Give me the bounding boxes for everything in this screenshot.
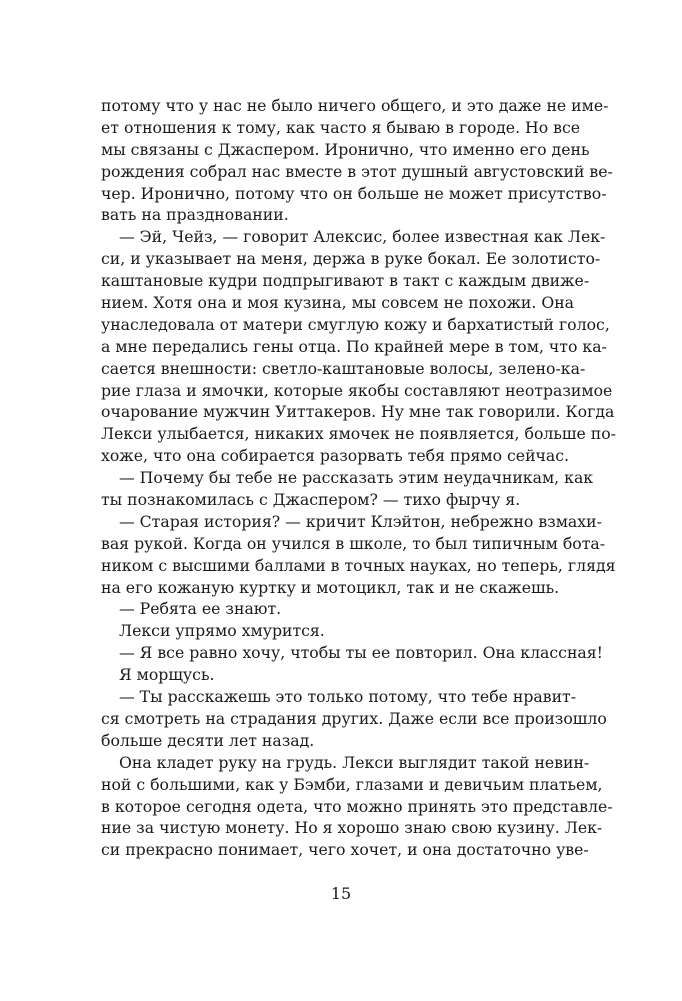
text-line: на его кожаную куртку и мотоцикл, так и не скажешь. [101,577,560,597]
text-line: потому что у нас не было ничего общего, и это даже не име- [101,96,609,115]
text-line: вая рукой. Когда он учился в школе, то был типичным бота- [101,533,606,553]
text-line: Она кладет руку на грудь. Лекси выглядит такой невин- [119,752,590,772]
text-line: больше десяти лет назад. [101,730,315,750]
text-line: унаследовала от матери смуглую кожу и бархатистый голос, [101,314,610,334]
text-line: — Ребята ее знают. [119,599,282,619]
text-line: очарование мужчин Уиттакеров. Ну мне так говорили. Когда [101,402,615,422]
text-line: хоже, что она собирается разорвать тебя прямо сейчас. [101,446,570,466]
text-line: — Старая история? — кричит Клэйтон, небрежно взмахи- [119,511,602,531]
text-line: — Эй, Чейз, — говорит Алексис, более известная как Лек- [119,227,606,247]
text-line: каштановые кудри подпрыгивают в такт с каждым движе- [101,271,590,291]
text-line: Лекси упрямо хмурится. [119,621,325,641]
text-line: сается внешности: светло-каштановые волосы, зелено-ка- [101,358,586,378]
text-line: ной с большими, как у Бэмби, глазами и девичьим платьем, [101,774,603,794]
text-line: мы связаны с Джаспером. Иронично, что именно его день [101,139,590,159]
text-line: рие глаза и ямочки, которые якобы составляют неотразимое [101,380,613,400]
text-line: — Почему бы тебе не рассказать этим неудачникам, как [119,468,594,488]
text-line: — Я все равно хочу, чтобы ты ее повторил. Она классная! [119,643,603,663]
text-line: ся смотреть на страдания других. Даже если все произошло [101,708,607,728]
text-line: ние за чистую монету. Но я хорошо знаю свою кузину. Лек- [101,818,603,838]
text-line: чер. Иронично, потому что он больше не может присутство- [101,183,607,203]
page-number: 15 [330,884,352,903]
text-line: вать на праздновании. [101,205,289,225]
text-line: Лекси улыбается, никаких ямочек не появляется, больше по- [101,424,616,444]
text-line: рождения собрал нас вместе в этот душный августовский ве- [101,161,613,181]
text-line: а мне передались гены отца. По крайней мере в том, что ка- [101,336,607,356]
text-line: в которое сегодня одета, что можно принять это представле- [101,796,613,816]
body-text [101,95,616,861]
text-line: ет отношения к тому, как часто я бываю в городе. Но все [101,117,581,137]
text-line: Я морщусь. [119,665,215,685]
text-line: си прекрасно понимает, чего хочет, и она достаточно уве- [101,840,589,860]
text-line: ником с высшими баллами в точных науках, но теперь, глядя [101,555,616,575]
text-line: си, и указывает на меня, держа в руке бокал. Ее золотисто- [101,249,601,269]
text-line: нием. Хотя она и моя кузина, мы совсем не похожи. Она [101,293,575,313]
text-line: — Ты расскажешь это только потому, что тебе нравит- [119,687,577,707]
text-line: ты познакомилась с Джаспером? — тихо фырчу я. [101,490,521,510]
